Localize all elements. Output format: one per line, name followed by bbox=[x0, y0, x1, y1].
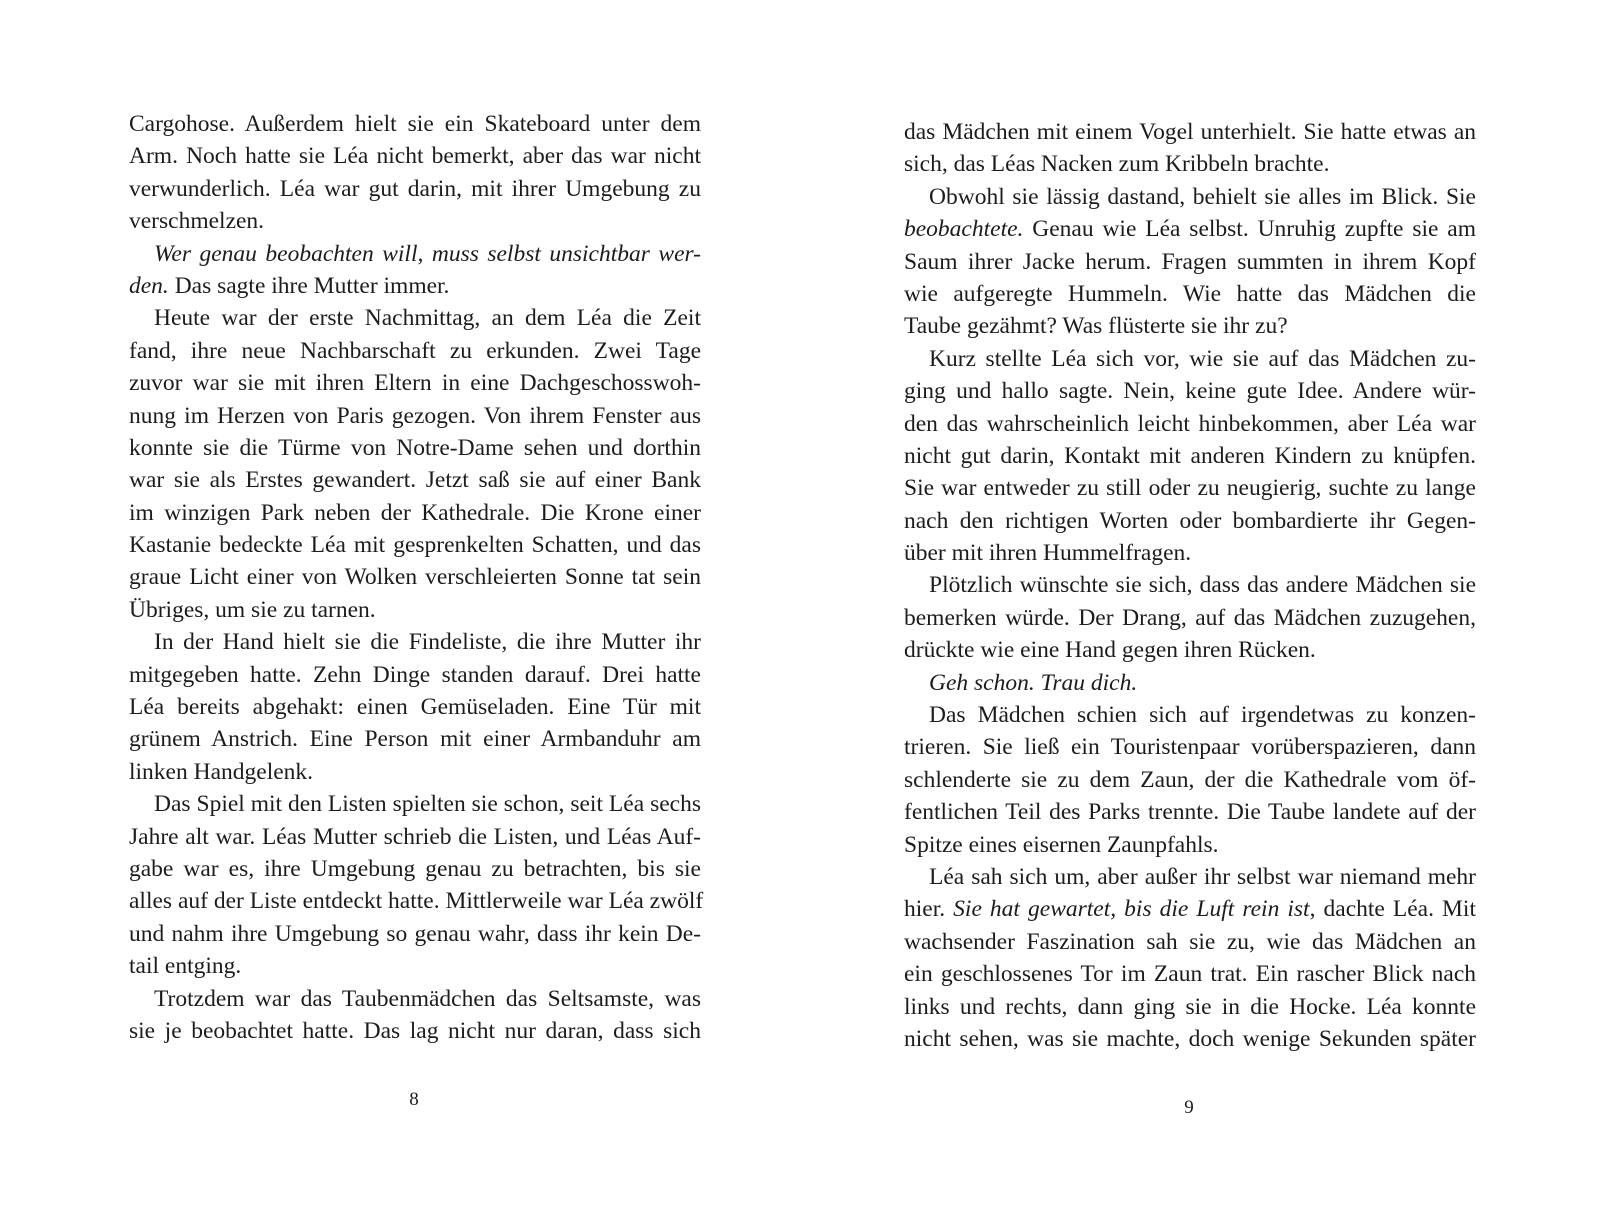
text-line: den das wahrscheinlich leicht hinbekommen, aber Léa war bbox=[904, 410, 1476, 437]
text-line: und nahm ihre Umgebung so genau wahr, dass ihr kein De- bbox=[129, 920, 701, 947]
text-line: konnte sie die Türme von Notre-Dame sehen und dorthin bbox=[129, 434, 701, 461]
text-line: sie je beobachtet hatte. Das lag nicht nur daran, dass sich bbox=[129, 1017, 701, 1044]
text-line: grünem Anstrich. Eine Person mit einer Armbanduhr am bbox=[129, 726, 701, 753]
text-line: In der Hand hielt sie die Findeliste, die ihre Mutter ihr bbox=[154, 629, 701, 656]
text-line: nicht gut darin, Kontakt mit anderen Kindern zu knüpfen. bbox=[904, 442, 1476, 469]
text-line: Das Mädchen schien sich auf irgendetwas zu konzen- bbox=[929, 702, 1476, 729]
text-line: Arm. Noch hatte sie Léa nicht bemerkt, aber das war nicht bbox=[129, 143, 701, 170]
right-page-number: 9 bbox=[1184, 1097, 1194, 1118]
text-line: linken Handgelenk. bbox=[129, 758, 314, 785]
text-line: bemerken würde. Der Drang, auf das Mädchen zuzugehen, bbox=[904, 604, 1476, 631]
text-line: nung im Herzen von Paris gezogen. Von ihrem Fenster aus bbox=[129, 402, 701, 429]
text-line: drückte wie eine Hand gegen ihren Rücken. bbox=[904, 637, 1316, 664]
text-line: wie aufgeregte Hummeln. Wie hatte das Mädchen die bbox=[904, 280, 1476, 307]
text-line: ein geschlossenes Tor im Zaun trat. Ein rascher Blick nach bbox=[904, 961, 1476, 988]
text-line: hier. Sie hat gewartet, bis die Luft rein ist, dachte Léa. Mit bbox=[904, 896, 1476, 923]
text-line: den. Das sagte ihre Mutter immer. bbox=[129, 272, 450, 299]
text-line: verschmelzen. bbox=[129, 208, 265, 235]
text-line: Übriges, um sie zu tarnen. bbox=[129, 596, 376, 623]
left-page-number: 8 bbox=[409, 1089, 419, 1110]
text-line: über mit ihren Hummelfragen. bbox=[904, 540, 1192, 567]
text-line: das Mädchen mit einem Vogel unterhielt. Sie hatte etwas an bbox=[904, 119, 1476, 145]
text-line: Plötzlich wünschte sie sich, dass das andere Mädchen sie bbox=[929, 572, 1476, 599]
text-line: zuvor war sie mit ihren Eltern in eine Dachgeschosswoh- bbox=[129, 370, 701, 397]
text-line: schlenderte sie zu dem Zaun, der die Kathedrale vom öf- bbox=[904, 766, 1476, 793]
text-line: gabe war es, ihre Umgebung genau zu betrachten, bis sie bbox=[129, 855, 701, 882]
text-line: Léa bereits abgehakt: einen Gemüseladen. Eine Tür mit bbox=[129, 694, 701, 721]
text-line: links und rechts, dann ging sie in die Hocke. Léa konnte bbox=[904, 993, 1476, 1020]
text-line: wachsender Faszination sah sie zu, wie das Mädchen an bbox=[904, 928, 1476, 955]
text-line: Sie war entweder zu still oder zu neugierig, suchte zu lange bbox=[904, 475, 1476, 502]
text-line: sich, das Léas Nacken zum Kribbeln brachte. bbox=[904, 151, 1330, 178]
text-line: Das Spiel mit den Listen spielten sie schon, seit Léa sechs bbox=[154, 791, 701, 818]
text-line: Kurz stellte Léa sich vor, wie sie auf das Mädchen zu- bbox=[929, 345, 1476, 372]
text-line: Spitze eines eisernen Zaunpfahls. bbox=[904, 831, 1219, 858]
text-line: Kastanie bedeckte Léa mit gesprenkelten Schatten, und das bbox=[129, 532, 701, 559]
text-line: graue Licht einer von Wolken verschleierten Sonne tat sein bbox=[129, 564, 701, 591]
text-line: Taube gezähmt? Was flüsterte sie ihr zu? bbox=[904, 313, 1288, 340]
text-line: nach den richtigen Worten oder bombardierte ihr Gegen- bbox=[904, 507, 1476, 534]
text-line: verwunderlich. Léa war gut darin, mit ihrer Umgebung zu bbox=[129, 175, 701, 202]
text-line: fand, ihre neue Nachbarschaft zu erkunden. Zwei Tage bbox=[129, 337, 701, 364]
right-page-text bbox=[904, 116, 1476, 1055]
text-line: war sie als Erstes gewandert. Jetzt saß sie auf einer Bank bbox=[129, 467, 701, 494]
left-page-text bbox=[129, 108, 704, 1047]
text-line: Wer genau beobachten will, muss selbst unsichtbar wer- bbox=[154, 240, 701, 267]
text-line: tail entging. bbox=[129, 953, 242, 980]
text-line: fentlichen Teil des Parks trennte. Die Taube landete auf der bbox=[904, 799, 1476, 826]
text-line: Obwohl sie lässig dastand, behielt sie alles im Blick. Sie bbox=[929, 183, 1476, 210]
text-line: Saum ihrer Jacke herum. Fragen summten in ihrem Kopf bbox=[904, 248, 1476, 275]
text-line: mitgegeben hatte. Zehn Dinge standen darauf. Drei hatte bbox=[129, 661, 701, 688]
text-line: Geh schon. Trau dich. bbox=[929, 669, 1138, 696]
text-line: Cargohose. Außerdem hielt sie ein Skateboard unter dem bbox=[129, 111, 701, 137]
text-line: alles auf der Liste entdeckt hatte. Mittlerweile war Léa zwölf bbox=[129, 888, 704, 915]
text-line: Heute war der erste Nachmittag, an dem Léa die Zeit bbox=[154, 305, 701, 332]
text-line: ging und hallo sagte. Nein, keine gute Idee. Andere wür- bbox=[904, 378, 1476, 405]
text-line: Jahre alt war. Léas Mutter schrieb die Listen, und Léas Auf- bbox=[129, 823, 701, 850]
text-line: trieren. Sie ließ ein Touristenpaar vorüberspazieren, dann bbox=[904, 734, 1476, 761]
text-line: Trotzdem war das Taubenmädchen das Seltsamste, was bbox=[154, 985, 701, 1012]
text-line: beobachtete. Genau wie Léa selbst. Unruhig zupfte sie am bbox=[904, 216, 1476, 243]
text-line: im winzigen Park neben der Kathedrale. Die Krone einer bbox=[129, 499, 701, 526]
text-line: Léa sah sich um, aber außer ihr selbst war niemand mehr bbox=[929, 863, 1476, 890]
text-line: nicht sehen, was sie machte, doch wenige Sekunden später bbox=[904, 1025, 1476, 1052]
